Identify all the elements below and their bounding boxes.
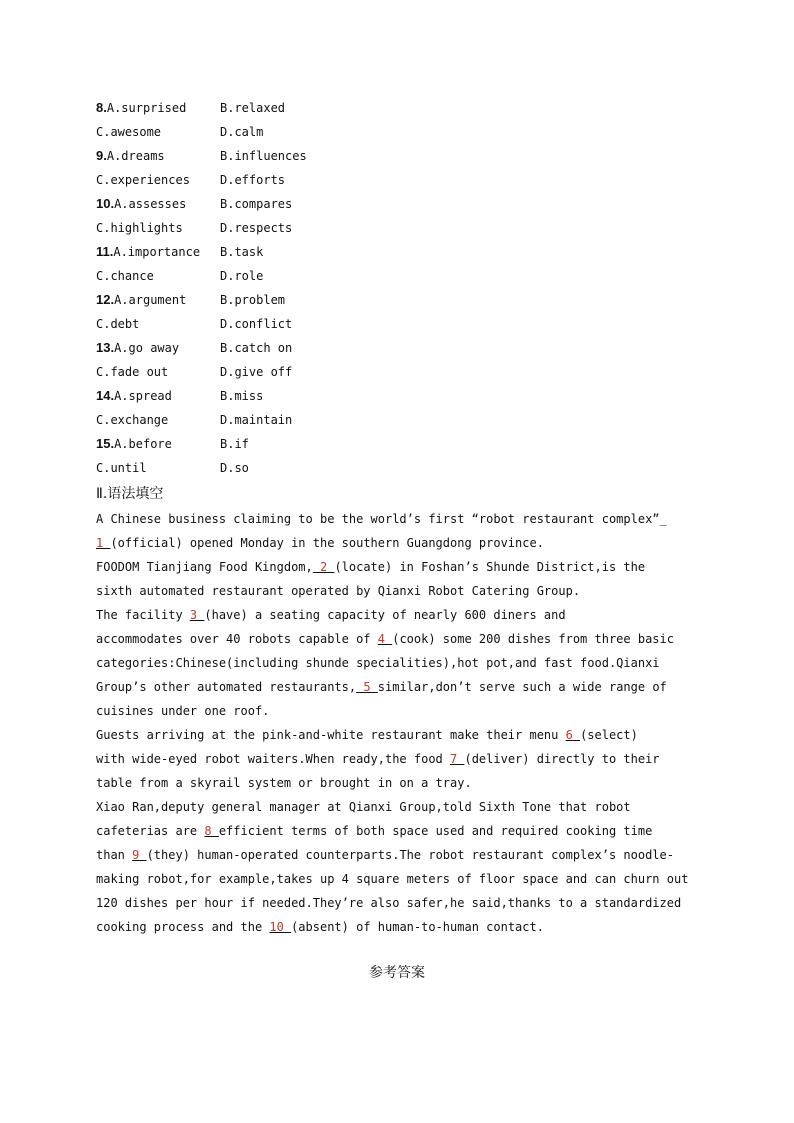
passage-text: cafeterias are [96,824,205,838]
passage-text: similar,don’t serve such a wide range of [377,680,667,694]
passage-line [96,819,696,843]
passage-text: 120 dishes per hour if needed.They’re also safer,he said,thanks to a standardized [96,896,682,910]
passage-text: Group’s other automated restaurants, [96,680,357,694]
option-a [96,459,147,477]
passage-line [96,675,696,699]
option-a [96,195,186,213]
option-text: C.until [96,461,147,475]
question-number: 14. [96,388,115,403]
option-text: A.argument [114,293,187,307]
option-b: D.maintain [220,413,293,427]
passage-line [96,723,696,747]
option-b: D.conflict [220,317,293,331]
option-text: C.exchange [96,413,169,427]
passage-text: making robot,for example,takes up 4 square meters of floor space and can churn out [96,872,689,886]
option-text: A.go away [114,341,180,355]
question-number: 13. [96,340,115,355]
passage-line [96,891,696,915]
blank-9: 9 [132,848,147,862]
passage-line [96,867,696,891]
option-text: A.dreams [106,149,165,163]
blank-10: 10 [269,920,292,934]
blank-5: 5 [356,680,378,694]
passage-text: (select) [580,728,638,742]
option-a [96,243,200,261]
passage-text: (cook) some 200 dishes from three basic [392,632,674,646]
question-number: 12. [96,292,115,307]
grammar-passage [96,507,696,939]
option-a [96,171,190,189]
option-b: B.catch on [220,341,293,355]
option-b: B.influences [220,149,307,163]
option-a [96,147,165,165]
passage-text: sixth automated restaurant operated by Qianxi Robot Catering Group. [96,584,581,598]
passage-line [96,747,696,771]
option-b: B.miss [220,389,264,403]
option-b: D.efforts [220,173,286,187]
blank-7: 7 [450,752,465,766]
option-b: D.calm [220,125,264,139]
passage-text: efficient terms of both space used and required cooking time [218,824,653,838]
option-b: B.compares [220,197,293,211]
option-text: C.debt [96,317,140,331]
section-title: Ⅱ.语法填空 [96,486,164,502]
passage-line [96,699,696,723]
passage-line [96,843,696,867]
passage-line [96,531,696,555]
passage-text: (they) human-operated counterparts.The robot restaurant complex’s noodle- [146,848,674,862]
option-text: A.spread [114,389,172,403]
option-a [96,219,183,237]
option-text: A.before [114,437,172,451]
option-a [96,411,168,429]
passage-text: FOODOM Tianjiang Food Kingdom, [96,560,313,574]
option-b: D.role [220,269,264,283]
question-number: 15. [96,436,115,451]
option-b: D.so [220,461,249,475]
passage-line [96,579,696,603]
passage-text: Guests arriving at the pink-and-white restaurant make their menu [96,728,566,742]
option-a [96,267,154,285]
passage-text: (absent) of human-to-human contact. [291,920,544,934]
passage-text: (have) a seating capacity of nearly 600 diners and [204,608,566,622]
question-number: 9. [96,148,107,163]
option-text: A.importance [113,245,201,259]
option-a [96,315,139,333]
option-a [96,291,186,309]
passage-text: Xiao Ran,deputy general manager at Qianxi Group,told Sixth Tone that robot [96,800,631,814]
option-a [96,123,161,141]
passage-line [96,555,696,579]
option-b: B.task [220,245,264,259]
question-number: 11. [96,244,114,259]
passage-text: table from a skyrail system or brought in on a tray. [96,776,472,790]
passage-text: A Chinese business claiming to be the world’s first “robot restaurant complex”_ [96,512,667,526]
option-text: A.assesses [114,197,187,211]
passage-line [96,627,696,651]
passage-text: than [96,848,133,862]
option-text: C.highlights [96,221,183,235]
option-a [96,435,172,453]
option-a [96,99,186,117]
blank-2: 2 [312,560,335,574]
option-b: D.give off [220,365,293,379]
question-number: 10. [96,196,115,211]
option-text: C.awesome [96,125,162,139]
passage-text: with wide-eyed robot waiters.When ready,the food [96,752,451,766]
passage-text: The facility [96,608,190,622]
passage-line [96,795,696,819]
passage-line [96,915,696,939]
blank-4: 4 [377,632,393,646]
passage-line [96,507,696,531]
blank-8: 8 [204,824,219,838]
blank-3: 3 [189,608,205,622]
question-number: 8. [96,100,107,115]
option-text: C.fade out [96,365,169,379]
option-a [96,339,179,357]
option-a [96,387,172,405]
passage-text: cooking process and the [96,920,270,934]
option-text: C.experiences [96,173,190,187]
passage-line [96,651,696,675]
option-b: B.problem [220,293,286,307]
passage-line [96,603,696,627]
blank-1: 1 [96,536,111,550]
option-text: A.surprised [106,101,187,115]
passage-line [96,771,696,795]
passage-text: (deliver) directly to their [464,752,660,766]
option-b: B.if [220,437,249,451]
passage-text: accommodates over 40 robots capable of [96,632,378,646]
option-b: B.relaxed [220,101,286,115]
blank-6: 6 [565,728,581,742]
passage-text: cuisines under one roof. [96,704,270,718]
option-a [96,363,168,381]
answer-key-title: 参考答案 [369,965,425,981]
passage-text: categories:Chinese(including shunde specialities),hot pot,and fast food.Qianxi [96,656,660,670]
option-text: C.chance [96,269,154,283]
passage-text: (locate) in Foshan’s Shunde District,is the [334,560,646,574]
option-b: D.respects [220,221,293,235]
passage-text: (official) opened Monday in the southern Guangdong province. [110,536,544,550]
